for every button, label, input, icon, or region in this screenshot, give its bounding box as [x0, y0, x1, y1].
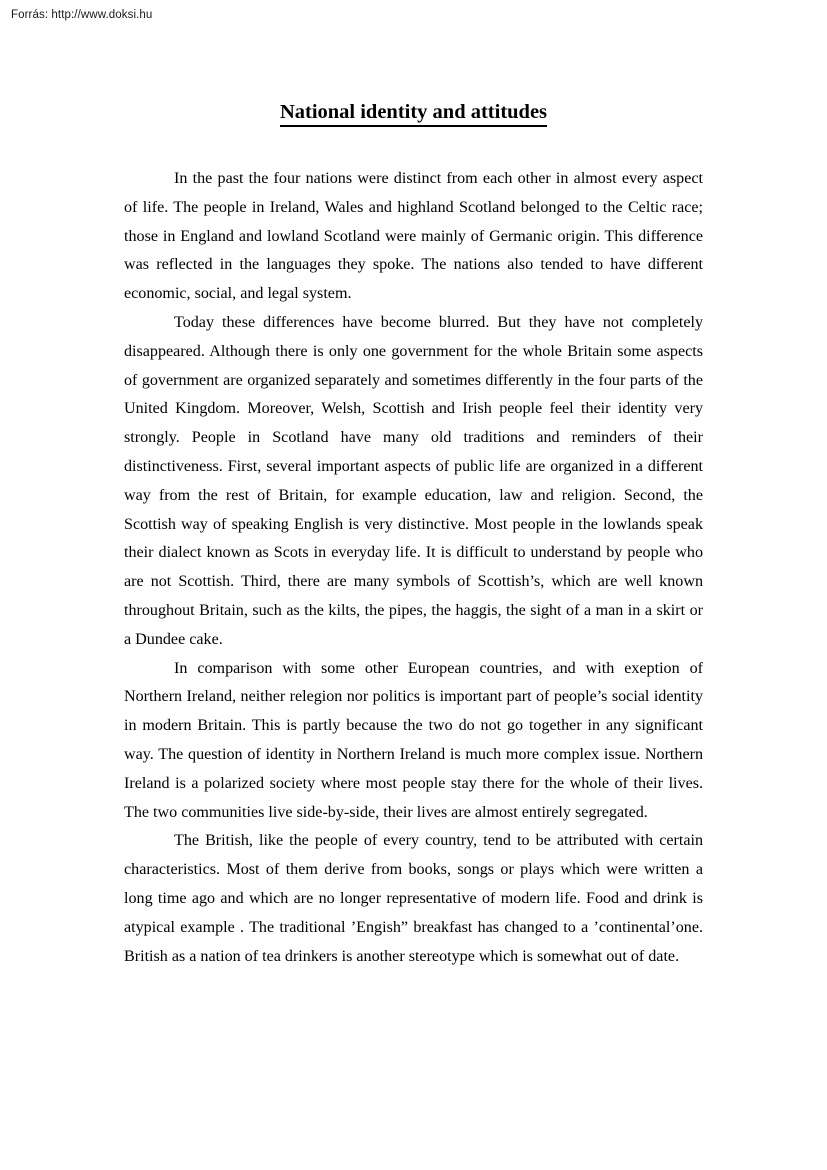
paragraph: The British, like the people of every country, tend to be attributed with certain characteristics. Most of them derive from books, songs or plays which were written a long time ago and which are no longer representative of modern life. Food and drink is atypical example . The traditional ’Engish” breakfast has changed to a ’continental’one. British as a nation of tea drinkers is another stereotype which is somewhat out of date. [124, 832, 703, 965]
page-title-text: National identity and attitudes [280, 101, 547, 127]
paragraph: Today these differences have become blurred. But they have not completely disappeared. Although there is only one government for the whole Britain some aspects of government are organized separately and sometimes differently in the four parts of the United Kingdom. Moreover, Welsh, Scottish and Irish people feel their identity very strongly. People in Scotland have many old traditions and reminders of their distinctiveness. First, several important aspects of public life are organized in a different way from the rest of Britain, for example education, law and religion. Second, the Scottish way of speaking English is very distinctive. Most people in the lowlands speak their dialect known as Scots in everyday life. It is difficult to understand by people who are not Scottish. Third, there are many symbols of Scottish’s, which are well known throughout Britain, such as the kilts, the pipes, the haggis, the sight of a man in a skirt or a Dundee cake. [124, 313, 703, 648]
source-url-header: Forrás: http://www.doksi.hu [11, 9, 153, 21]
page-title [124, 101, 703, 127]
paragraph-list [124, 165, 703, 971]
paragraph: In the past the four nations were distinct from each other in almost every aspect of life. The people in Ireland, Wales and highland Scotland belonged to the Celtic race; those in England and lowland Scotland were mainly of Germanic origin. This difference was reflected in the languages they spoke. The nations also tended to have different economic, social, and legal system. [124, 170, 703, 303]
paragraph: In comparison with some other European countries, and with exeption of Northern Ireland, neither relegion nor politics is important part of people’s social identity in modern Britain. This is partly because the two do not go together in any significant way. The question of identity in Northern Ireland is much more complex issue. Northern Ireland is a polarized society where most people stay there for the whole of their lives. The two communities live side-by-side, their lives are almost entirely segregated. [124, 659, 703, 821]
